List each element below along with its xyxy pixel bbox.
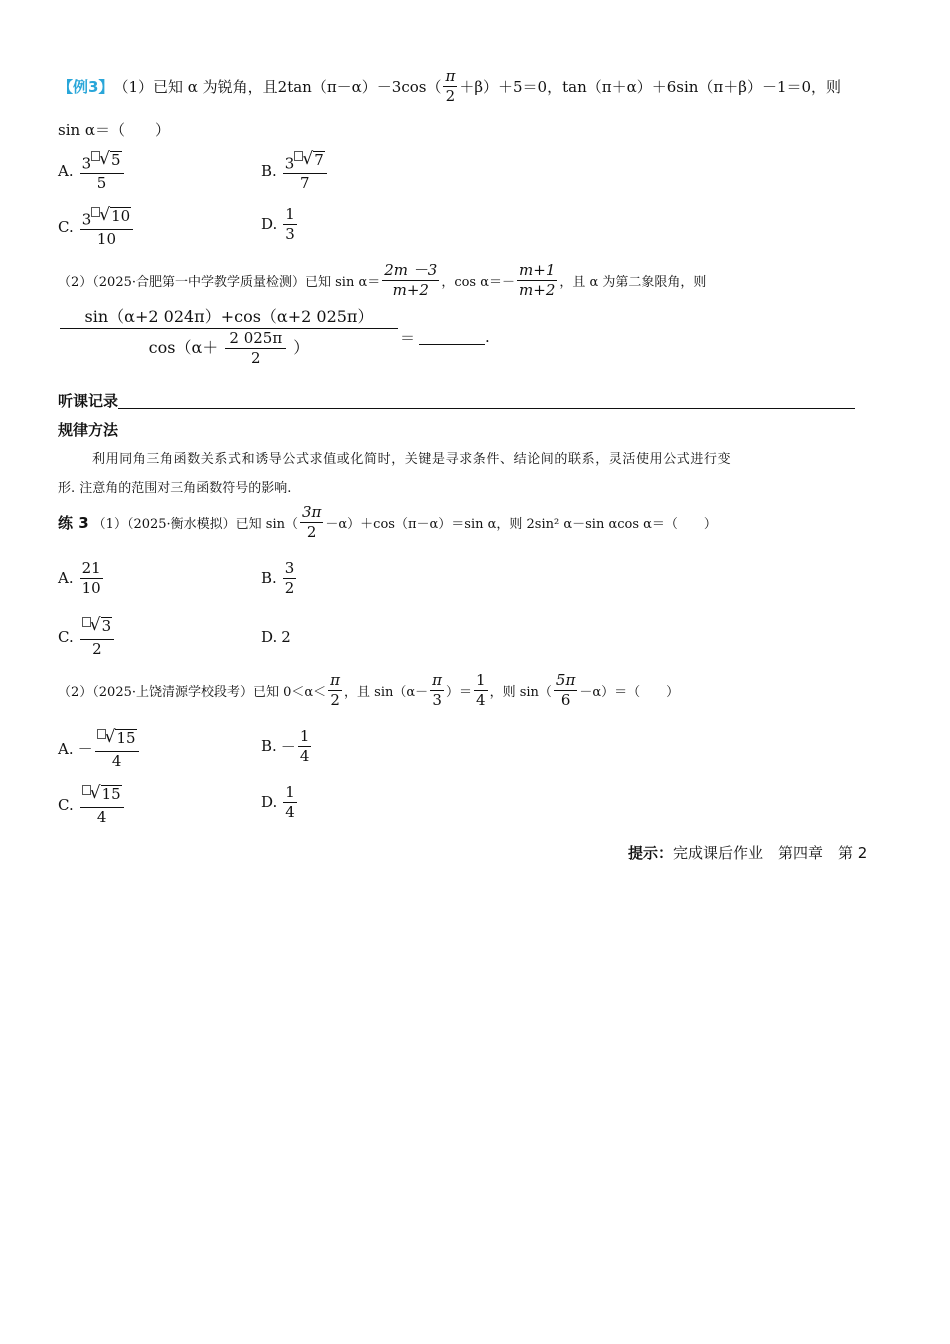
option-c[interactable]: C. 3 √ 10 10 (58, 206, 135, 248)
p2-option-c[interactable]: C. √ 15 4 (58, 784, 126, 826)
practice-tag: 练 3 (58, 513, 89, 532)
notes-line[interactable] (118, 392, 855, 409)
q1-text-rest: ＋β）＋5＝0，tan（π＋α）＋6sin（π＋β）－1＝0，则 (459, 77, 842, 96)
hint-label: 提示： (628, 844, 674, 862)
hint-text: 完成课后作业 第四章 第 2 (673, 844, 868, 862)
p1-option-d[interactable]: D. 2 (261, 628, 291, 646)
notes-label: 听课记录 (58, 392, 119, 410)
option-b[interactable]: B. 3 √ 7 7 (261, 150, 329, 192)
q1-text: （1）已知 α 为锐角，且2tan（π－α）－3cos（ (113, 77, 442, 96)
method-line2: 形. 注意角的范围对三角函数符号的影响. (58, 481, 292, 496)
example-tag: 【例3】 (58, 77, 114, 96)
p2-option-d[interactable]: D. $\frac{1}{4}$ (261, 783, 295, 821)
method-title: 规律方法 (58, 421, 119, 439)
q1-fraction: $\frac{\pi}{2}$ (445, 67, 456, 105)
method-line1: 利用同角三角函数关系式和诱导公式求值或化简时，关键是寻求条件、结论间的联系，灵活使用公式进行变 (92, 452, 732, 467)
notes-row (58, 390, 855, 411)
q2-fraction-cos: $\frac{m+1}{m+2}$ (519, 261, 556, 299)
p2-option-b[interactable]: B. － $\frac{1}{4}$ (261, 727, 310, 765)
answer-blank[interactable] (419, 330, 485, 345)
big-fraction: sin（α+2 024π）+cos（α+2 025π） cos（α＋ $\frac{2 025\pi}{2}$ ） (60, 308, 398, 367)
option-d[interactable]: D. $\frac{1}{3}$ (261, 205, 295, 243)
practice3-q1-line: 练 3 （1）（2025·衡水模拟）已知 sin（ $\frac{3\pi}{2}$ －α）＋cos（π－α）＝sin α，则 2sin² α－sin αcos α＝（ ） (58, 503, 717, 541)
option-a[interactable]: A. 3 √ 5 5 (58, 150, 126, 192)
example3-q2-expression: sin（α+2 024π）+cos（α+2 025π） cos（α＋ $\frac{2 025\pi}{2}$ ） ＝ . (58, 308, 490, 367)
q2-fraction-sin: $\frac{2m -3}{m+2}$ (384, 261, 438, 299)
p1-option-b[interactable]: B. $\frac{3}{2}$ (261, 559, 295, 597)
example3-q1-line2: sin α＝（ ） (58, 121, 171, 139)
footer-hint (628, 842, 867, 863)
practice3-q2-line: （2）（2025·上饶清源学校段考）已知 0＜α＜ $\frac{\pi}{2}$ ，且 sin（α－ $\frac{\pi}{3}$ ）＝ $\frac{1}{4}$ ，则 sin（ $\frac{5\pi}{6}$ －α）＝（ ） (58, 671, 680, 709)
p1-option-a[interactable]: A. $\frac{21}{10}$ (58, 559, 101, 597)
p1-option-c[interactable]: C. √ 3 2 (58, 616, 116, 658)
example3-q1-line1 (58, 68, 841, 104)
example3-q2-line1: （2）（2025·合肥第一中学教学质量检测）已知 sin α＝ $\frac{2m -3}{m+2}$ ，cos α＝－ $\frac{m+1}{m+2}$ ，且 α 为第二象限角，则 (58, 261, 707, 299)
p2-option-a[interactable]: A. － √ 15 4 (58, 728, 141, 770)
